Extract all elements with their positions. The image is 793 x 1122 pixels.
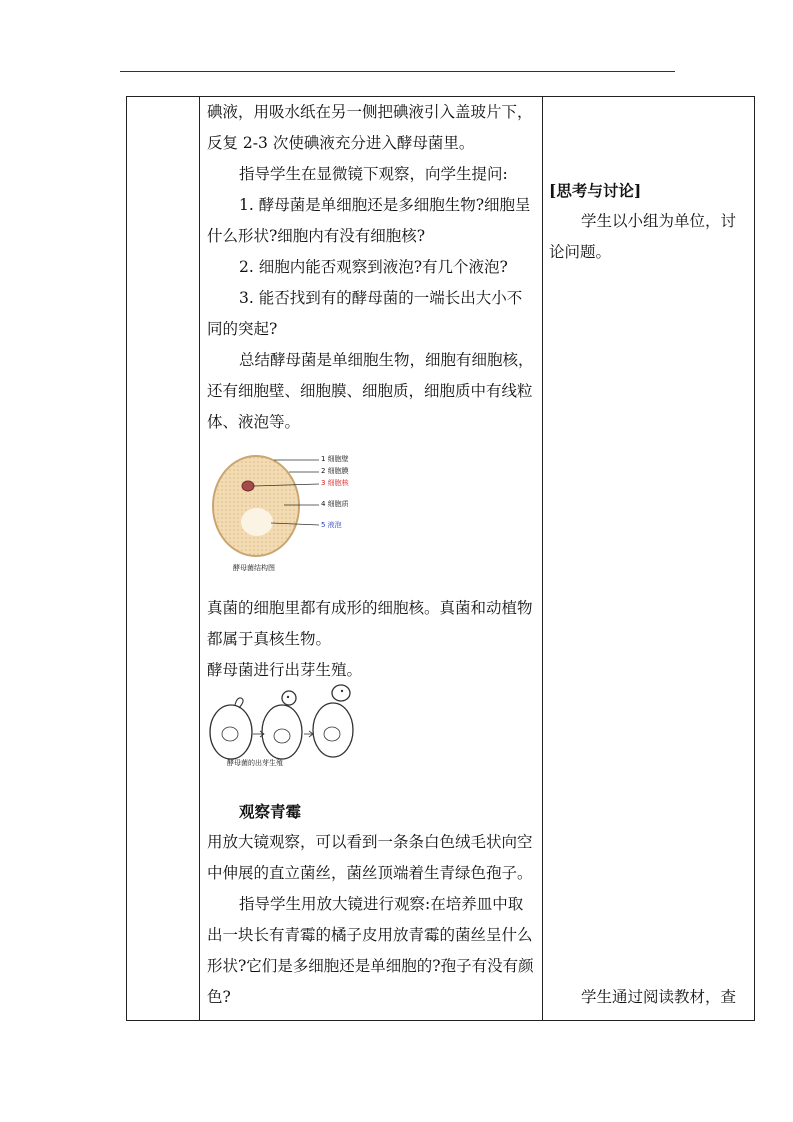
label-vacuole: 5 液泡 — [321, 521, 342, 529]
budding-figure — [209, 684, 359, 769]
budding-diagram — [209, 684, 359, 769]
label-nucleus: 3 细胞核 — [321, 479, 349, 487]
budding-paragraph: 酵母菌进行出芽生殖。 — [207, 661, 363, 679]
guide-paragraph: 指导学生在显微镜下观察，向学生提问: — [239, 165, 508, 183]
yeast-structure-figure — [209, 453, 359, 575]
mold-paragraph-2: 指导学生用放大镜进行观察:在培养皿中取出一块长有青霉的橘子皮用放青霉的菌丝呈什么形状?它们是多细胞还是单细胞的?孢子有没有颜色? — [207, 895, 534, 1006]
fungi-paragraph: 真菌的细胞里都有成形的细胞核。真菌和动植物都属于真核生物。 — [207, 599, 533, 648]
question-2: 2. 细胞内能否观察到液泡?有几个液泡? — [239, 258, 508, 276]
discussion-text: 学生以小组为单位，讨论问题。 — [549, 212, 737, 261]
student-column — [549, 97, 749, 1013]
column-divider-1 — [199, 97, 200, 1020]
label-cell-wall: 1 细胞壁 — [321, 455, 349, 463]
mold-heading: 观察青霉 — [239, 802, 302, 821]
column-divider-2 — [542, 97, 543, 1020]
mold-paragraph-1: 用放大镜观察，可以看到一条条白色绒毛状向空中伸展的直立菌丝，菌丝顶端着生青绿色孢子。 — [207, 833, 533, 882]
figure2-caption: 酵母菌的出芽生殖 — [227, 759, 283, 767]
iodine-paragraph: 碘液，用吸水纸在另一侧把碘液引入盖玻片下，反复 2-3 次使碘液充分进入酵母菌里。 — [207, 103, 533, 152]
label-cell-membrane: 2 细胞膜 — [321, 467, 349, 475]
discussion-title: [思考与讨论] — [549, 181, 642, 200]
question-3: 3. 能否找到有的酵母菌的一端长出大小不同的突起? — [207, 289, 523, 338]
question-1: 1. 酵母菌是单细胞还是多细胞生物?细胞呈什么形状?细胞内有没有细胞核? — [207, 196, 531, 245]
header-rule — [120, 71, 675, 72]
reading-text: 学生通过阅读教材，查 — [581, 988, 737, 1006]
summary-paragraph: 总结酵母菌是单细胞生物，细胞有细胞核，还有细胞壁、细胞膜、细胞质，细胞质中有线粒体、液泡等。 — [207, 351, 534, 431]
label-cytoplasm: 4 细胞质 — [321, 500, 349, 508]
lesson-table — [126, 96, 755, 1021]
figure1-caption: 酵母菌结构图 — [233, 564, 275, 572]
